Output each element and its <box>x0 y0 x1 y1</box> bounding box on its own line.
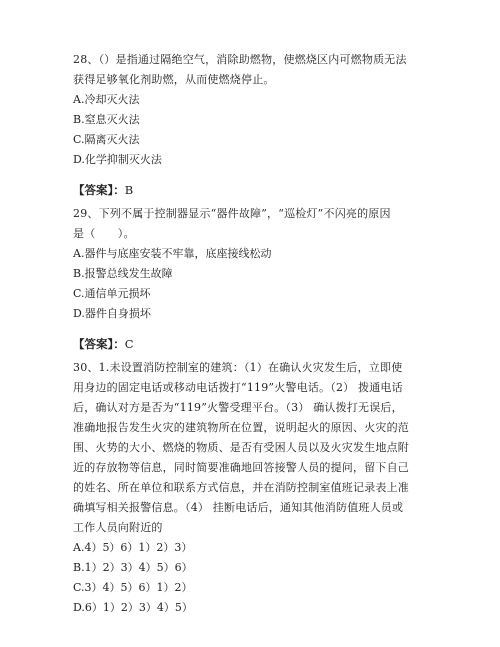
q28-answer-label: 【答案】： <box>73 183 125 197</box>
q29-option-a: A.器件与底座安装不牢靠，底座接线松动 <box>73 247 272 260</box>
q30-stem-line-1: 30、1.未设置消防控制室的建筑：（1）在确认火灾发生后，立即使 <box>73 361 403 374</box>
q29-option-c: C.通信单元损坏 <box>73 287 151 300</box>
q28-stem-line-1: 28、（）是指通过隔绝空气，消除助燃物，使燃烧区内可燃物质无法 <box>73 53 407 66</box>
q30-stem-line-8: 确填写相关报警信息。（4） 挂断电话后，通知其他消防值班人员或 <box>73 501 404 514</box>
q29-option-b: B.报警总线发生故障 <box>73 267 173 280</box>
q30-stem-line-9: 工作人员向附近的 <box>73 521 163 534</box>
q29-stem-line-2: 是（ ）。 <box>73 227 135 240</box>
q30-stem-line-6: 近的存放物等信息，同时简要准确地回答接警人员的提问，留下自己 <box>73 461 409 474</box>
q30-stem-line-4: 准确地报告发生火灾的建筑物所在位置，说明起火的原因、火灾的范 <box>73 421 409 434</box>
q30-stem-line-2: 用身边的固定电话或移动电话拨打“119”火警电话。（2） 拨通电话 <box>73 381 403 394</box>
q30-stem-line-5: 围、火势的大小、燃烧的物质、是否有受困人员以及火灾发生地点附 <box>73 441 409 454</box>
q29-answer <box>73 337 134 351</box>
q29-stem-line-1: 29、下列不属于控制器显示“器件故障”，“巡检灯”不闪亮的原因 <box>73 207 391 220</box>
q29-answer-label: 【答案】： <box>73 337 125 351</box>
q28-option-c: C.隔离灭火法 <box>73 133 140 146</box>
q30-stem-line-3: 后，确认对方是否为“119”火警受理平台。（3） 确认拨打无误后， <box>73 401 403 414</box>
q30-option-b: B.1）2）3）4）5）6） <box>73 561 193 574</box>
q28-answer <box>73 183 133 197</box>
q28-option-a: A.冷却灭火法 <box>73 93 140 106</box>
q30-option-c: C.3）4）5）6）1）2） <box>73 581 193 594</box>
q30-stem-line-7: 的姓名、所在单位和联系方式信息，并在消防控制室值班记录表上准 <box>73 481 409 494</box>
q28-option-b: B.窒息灭火法 <box>73 113 140 126</box>
q28-stem-line-2: 获得足够氧化剂助燃，从而使燃烧停止。 <box>73 73 275 86</box>
q29-answer-value: C <box>124 337 134 351</box>
q28-answer-value: B <box>124 183 134 197</box>
q28-option-d: D.化学抑制灭火法 <box>73 153 162 166</box>
q30-option-a: A.4）5）6）1）2）3） <box>73 541 193 554</box>
q30-option-d: D.6）1）2）3）4）5） <box>73 601 193 614</box>
q29-option-d: D.器件自身损坏 <box>73 307 151 320</box>
